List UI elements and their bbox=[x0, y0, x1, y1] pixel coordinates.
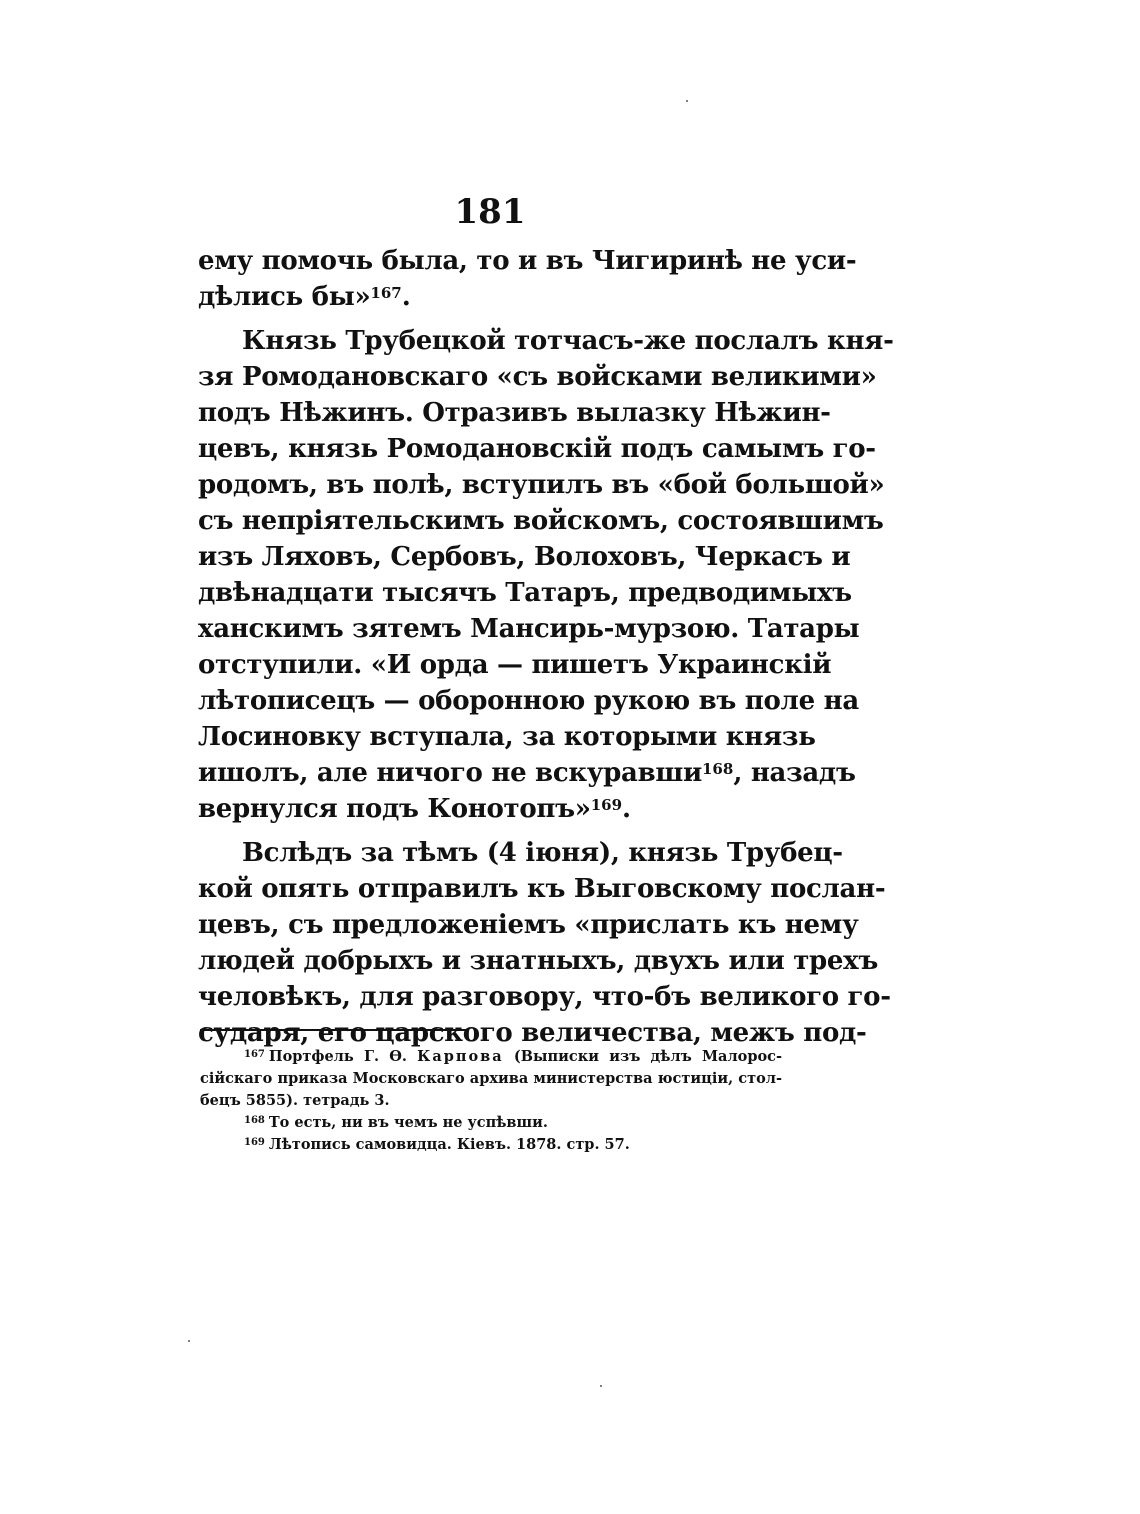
text-line: дѣлись бы»$^{167}$. bbox=[198, 282, 411, 312]
page-number: 181 bbox=[454, 192, 526, 232]
paragraph bbox=[198, 835, 891, 1051]
footnote-line: сійскаго приказа Московскаго архива министерства юстиціи, стол- bbox=[200, 1070, 782, 1087]
footnote-168 bbox=[244, 1112, 782, 1134]
text-line: людей добрыхъ и знатныхъ, двухъ или трехъ bbox=[198, 946, 878, 976]
footnote-line: бецъ 5855). тетрадь 3. bbox=[200, 1092, 390, 1109]
text-line: родомъ, въ полѣ, вступилъ въ «бой большой» bbox=[198, 470, 885, 500]
footnote-reference[interactable]: 167 bbox=[370, 284, 402, 302]
author-name: Карпова bbox=[417, 1048, 504, 1065]
footnotes bbox=[200, 1046, 782, 1156]
text-line: Лосиновку вступала, за которыми князь bbox=[198, 722, 816, 752]
footnote-reference[interactable]: 169 bbox=[590, 796, 623, 814]
scan-speck bbox=[686, 100, 688, 102]
text-line: изъ Ляховъ, Сербовъ, Волоховъ, Черкасъ и bbox=[198, 542, 851, 572]
text-line: вернулся подъ Конотопъ»$^{169}$. bbox=[198, 794, 631, 824]
footnote-167 bbox=[200, 1046, 782, 1112]
text-line: съ непріятельскимъ войскомъ, состоявшимъ bbox=[198, 506, 884, 536]
text-line: ишолъ, але ничого не вскуравши$^{168}$, назадъ bbox=[198, 758, 856, 788]
text-line: подъ Нѣжинъ. Отразивъ вылазку Нѣжин- bbox=[198, 398, 831, 428]
footnote-number: 167 bbox=[244, 1049, 265, 1060]
text-line: лѣтописецъ — оборонною рукою въ поле на bbox=[198, 686, 859, 716]
text-line: ханскимъ зятемъ Мансирь-мурзою. Татары bbox=[198, 614, 860, 644]
text-line: двѣнадцати тысячъ Татаръ, предводимыхъ bbox=[198, 578, 852, 608]
footnote-line: $^{169}$ Лѣтопись самовидца. Кіевъ. 1878. стр. 57. bbox=[244, 1136, 630, 1153]
text-line: человѣкъ, для разговору, что-бъ великого го- bbox=[198, 982, 891, 1012]
text-line: Вслѣдъ за тѣмъ (4 іюня), князь Трубец- bbox=[242, 838, 843, 868]
text-line: ему помочь была, то и въ Чигиринѣ не уси- bbox=[198, 246, 857, 276]
paragraph bbox=[198, 323, 894, 827]
text-line: цевъ, съ предложеніемъ «прислать къ нему bbox=[198, 910, 859, 940]
footnote-169 bbox=[244, 1134, 782, 1156]
footnote-number: 169 bbox=[244, 1137, 265, 1148]
footnote-line: $^{168}$ То есть, ни въ чемъ не успѣвши. bbox=[244, 1114, 548, 1131]
text-line: отступили. «И орда — пишетъ Украинскій bbox=[198, 650, 832, 680]
body-text bbox=[198, 243, 894, 1051]
scan-speck bbox=[600, 1385, 602, 1387]
footnote-line: $^{167}$ Портфель Г. Ѳ. Карпова (Выписки изъ дѣлъ Малорос- bbox=[244, 1048, 782, 1065]
footnote-reference[interactable]: 168 bbox=[702, 760, 734, 778]
text-line: кой опять отправилъ къ Выговскому послан- bbox=[198, 874, 886, 904]
text-line: зя Ромодановскаго «съ войсками великими» bbox=[198, 362, 877, 392]
footnote-number: 168 bbox=[244, 1115, 265, 1126]
text-line: цевъ, князь Ромодановскій подъ самымъ го- bbox=[198, 434, 876, 464]
footnote-separator bbox=[200, 1029, 468, 1031]
paragraph bbox=[198, 243, 857, 315]
text-line: сударя, его царского величества, межъ под- bbox=[198, 1018, 867, 1048]
text-line: Князь Трубецкой тотчасъ-же послалъ кня- bbox=[242, 326, 894, 356]
scan-speck bbox=[188, 1340, 190, 1342]
